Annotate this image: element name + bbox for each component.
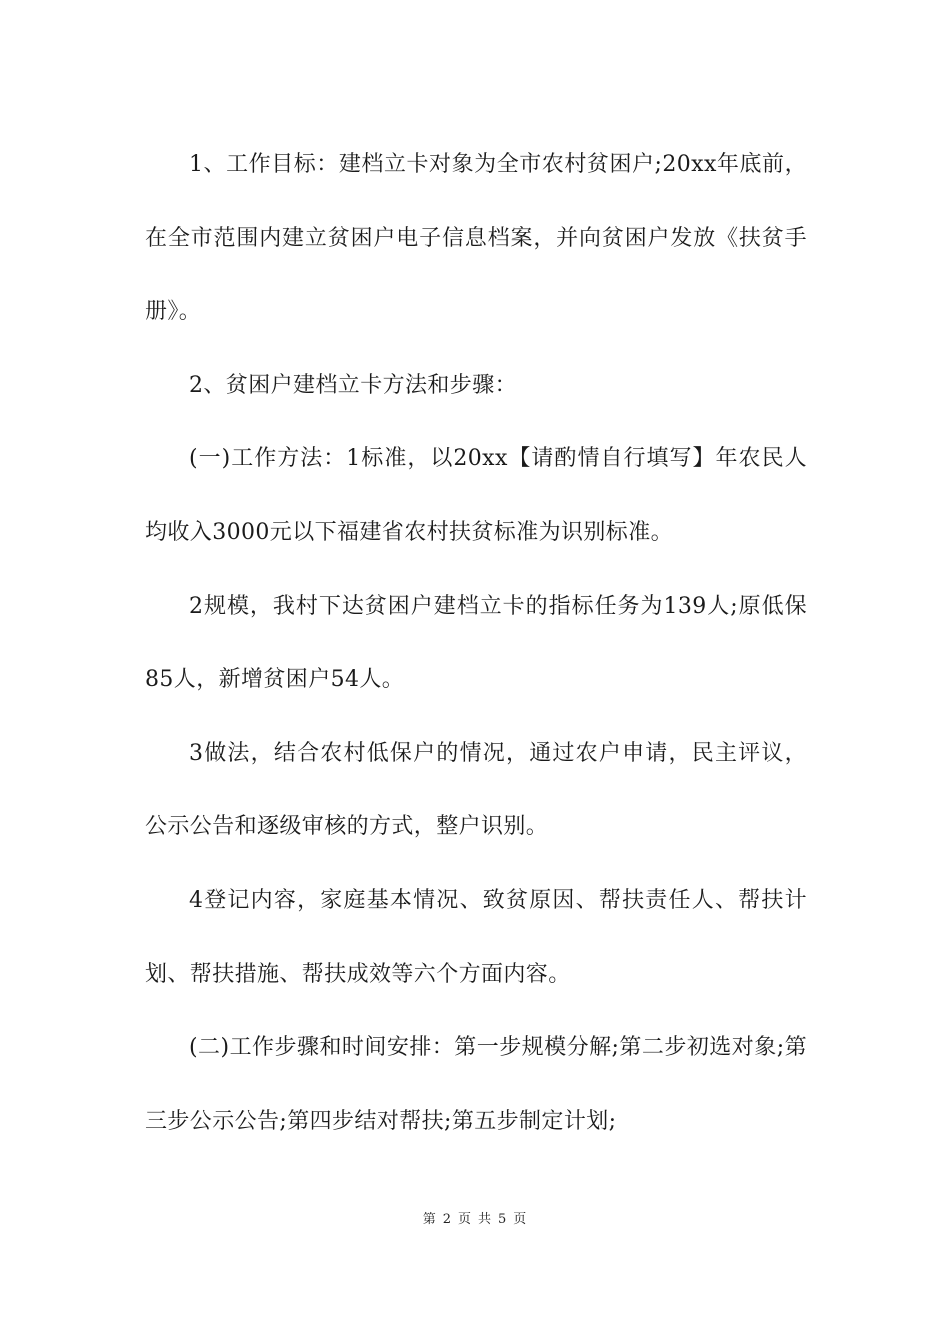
- footer-suffix: 页: [513, 1212, 528, 1227]
- paragraph-scale: 2规模，我村下达贫困户建档立卡的指标任务为139人;原低保85人，新增贫困户54人。: [145, 593, 807, 693]
- footer-prefix: 第: [422, 1212, 437, 1227]
- footer-current-page: 2: [442, 1212, 452, 1227]
- footer-page-word: 页: [457, 1212, 472, 1227]
- page-number-footer: [0, 1208, 950, 1227]
- paragraph-work-goal: 1、工作目标：建档立卡对象为全市农村贫困户;20xx年底前，在全市范围内建立贫困户电子信息档案，并向贫困户发放《扶贫手册》。: [145, 152, 807, 325]
- paragraph-registration-content: 4登记内容，家庭基本情况、致贫原因、帮扶责任人、帮扶计划、帮扶措施、帮扶成效等六个方面内容。: [145, 887, 807, 987]
- paragraph-approach: 3做法，结合农村低保户的情况，通过农户申请，民主评议，公示公告和逐级审核的方式，整户识别。: [145, 740, 807, 840]
- paragraph-steps-schedule: (二)工作步骤和时间安排：第一步规模分解;第二步初选对象;第三步公示公告;第四步结对帮扶;第五步制定计划;: [145, 1035, 807, 1134]
- footer-total-prefix: 共: [478, 1212, 493, 1227]
- document-body: [145, 128, 807, 1158]
- paragraph-work-method: (一)工作方法：1标准，以20xx【请酌情自行填写】年农民人均收入3000元以下福建省农村扶贫标准为识别标准。: [145, 446, 807, 545]
- paragraph-method-heading: 2、贫困户建档立卡方法和步骤：: [189, 372, 517, 398]
- footer-total-pages: 5: [498, 1212, 508, 1227]
